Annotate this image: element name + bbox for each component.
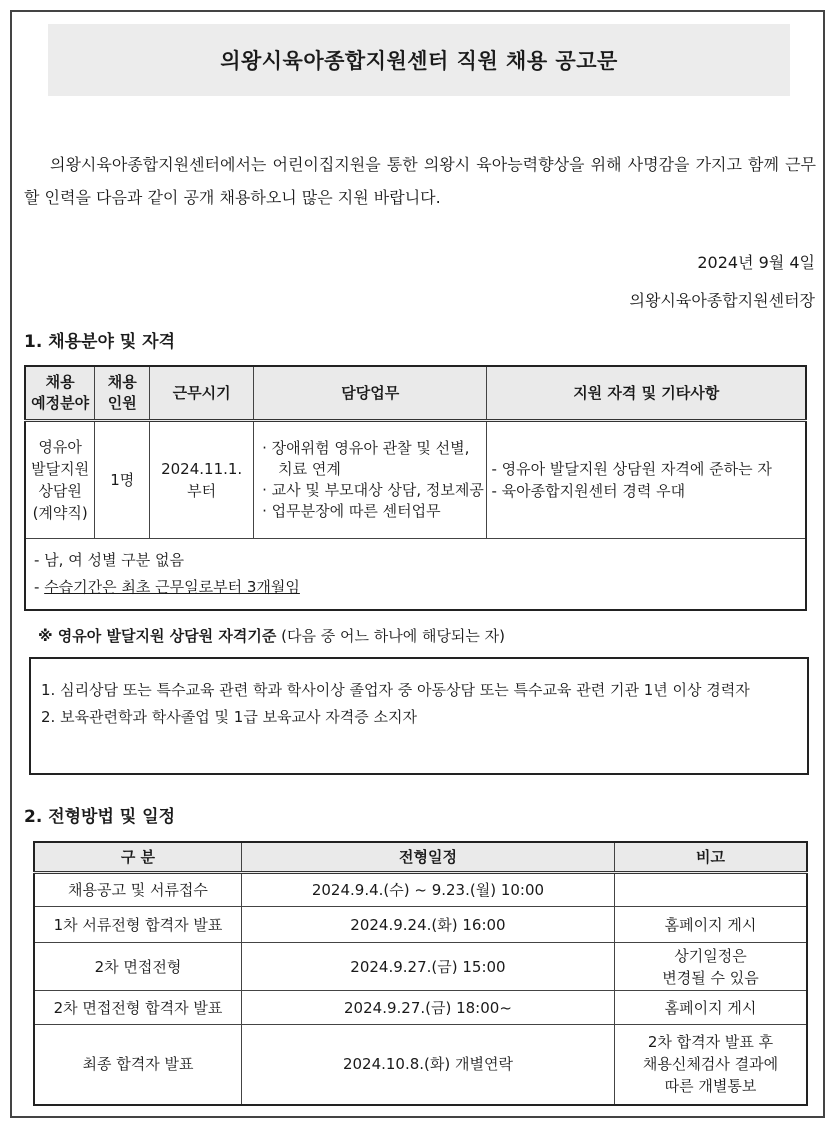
section2-heading: 2. 전형방법 및 일정: [24, 807, 175, 827]
criteria-item: 1. 심리상담 또는 특수교육 관련 학과 학사이상 졸업자 중 아동상담 또는 특수교육 관련 기관 1년 이상 경력자: [41, 681, 750, 699]
header-qualification: 지원 자격 및 기타사항: [487, 366, 806, 421]
section1-heading: 1. 채용분야 및 자격: [24, 332, 175, 352]
field-line2: 발달지원: [31, 460, 90, 478]
table-row: [34, 873, 807, 907]
duty-item: · 교사 및 부모대상 상담, 정보제공: [262, 481, 484, 499]
table-row: [34, 1025, 807, 1105]
intro-paragraph: 의왕시육아종합지원센터에서는 어린이집지원을 통한 의왕시 육아능력향상을 위해 사명감을 가지고 함께 근무할 인력을 다음과 같이 공개 채용하오니 많은 지원 바랍니다.: [24, 155, 816, 207]
header-count: [95, 366, 150, 421]
criteria-title-bold: ※ 영유아 발달지원 상담원 자격기준: [38, 627, 277, 645]
issuing-organization: 의왕시육아종합지원센터장: [629, 291, 815, 310]
table-row: [25, 421, 806, 539]
remarks-line: 채용신체검사 결과에: [642, 1055, 779, 1074]
remarks-line: 상기일정은: [674, 946, 747, 965]
note-probation-prefix: -: [34, 578, 45, 596]
table-row: [34, 907, 807, 943]
cell-schedule: 2024.9.4.(수) ~ 9.23.(월) 10:00: [241, 873, 614, 907]
duty-item: · 장애위험 영유아 관찰 및 선별, 치료 연계: [262, 439, 470, 478]
note-probation-text: 수습기간은 최초 근무일로부터 3개월임: [44, 578, 300, 596]
cell-schedule: 2024.10.8.(화) 개별연락: [241, 1025, 614, 1105]
criteria-item: 2. 보육관련학과 학사졸업 및 1급 보육교사 자격증 소지자: [41, 708, 418, 726]
qualification-item: - 육아종합지원센터 경력 우대: [491, 482, 686, 500]
cell-count: 1명: [95, 421, 150, 539]
header-schedule: 전형일정: [241, 842, 614, 873]
cell-category: 1차 서류전형 합격자 발표: [34, 907, 241, 943]
cell-schedule: 2024.9.27.(금) 15:00: [241, 943, 614, 991]
page-title-text: 의왕시육아종합지원센터 직원 채용 공고문: [220, 49, 618, 73]
cell-qualification: [487, 421, 806, 539]
cell-field: [25, 421, 95, 539]
schedule-table: [33, 841, 808, 1106]
notes-row: [25, 539, 806, 611]
table-row: [34, 943, 807, 991]
note-probation: [34, 574, 797, 601]
remarks-line: 따른 개별통보: [664, 1077, 757, 1096]
header-period: 근무시기: [150, 366, 254, 421]
field-line3: 상담원: [38, 482, 82, 500]
cell-schedule: 2024.9.24.(화) 16:00: [241, 907, 614, 943]
cell-notes: [25, 539, 806, 611]
field-line4: (계약직): [32, 504, 88, 522]
announcement-date: 2024년 9월 4일: [697, 253, 815, 272]
page-title: [48, 24, 790, 96]
duty-item: · 업무분장에 따른 센터업무: [262, 502, 441, 520]
recruitment-table-header: [25, 366, 806, 421]
cell-category: 최종 합격자 발표: [34, 1025, 241, 1105]
cell-remarks: [615, 943, 807, 991]
header-count-line2: 인원: [107, 394, 137, 412]
header-duty: 담당업무: [254, 366, 487, 421]
remarks-line: 변경될 수 있음: [662, 968, 759, 987]
cell-category: 채용공고 및 서류접수: [34, 873, 241, 907]
cell-schedule: 2024.9.27.(금) 18:00~: [241, 991, 614, 1025]
cell-duty: [254, 421, 487, 539]
table-row: [34, 991, 807, 1025]
criteria-title: [38, 625, 505, 646]
header-field-line1: 채용: [45, 373, 75, 391]
field-line1: 영유아: [38, 438, 82, 456]
header-remarks: 비고: [615, 842, 807, 873]
cell-remarks: 홈페이지 게시: [615, 907, 807, 943]
cell-remarks: [615, 1025, 807, 1105]
schedule-table-header: [34, 842, 807, 873]
qualification-item: - 영유아 발달지원 상담원 자격에 준하는 자: [491, 460, 772, 478]
criteria-box: [29, 657, 809, 775]
header-field: [25, 366, 95, 421]
remarks-line: 2차 합격자 발표 후: [647, 1033, 774, 1052]
cell-category: 2차 면접전형: [34, 943, 241, 991]
criteria-title-rest: (다음 중 어느 하나에 해당되는 자): [276, 627, 506, 645]
header-count-line1: 채용: [107, 373, 137, 391]
period-line1: 2024.11.1.: [161, 460, 243, 478]
cell-remarks: 홈페이지 게시: [615, 991, 807, 1025]
note-gender: - 남, 여 성별 구분 없음: [34, 551, 184, 569]
header-field-line2: 예정분야: [31, 394, 90, 412]
cell-period: [150, 421, 254, 539]
period-line2: 부터: [187, 482, 217, 500]
cell-remarks: [615, 873, 807, 907]
recruitment-table: [24, 365, 807, 611]
header-category: 구 분: [34, 842, 241, 873]
cell-category: 2차 면접전형 합격자 발표: [34, 991, 241, 1025]
